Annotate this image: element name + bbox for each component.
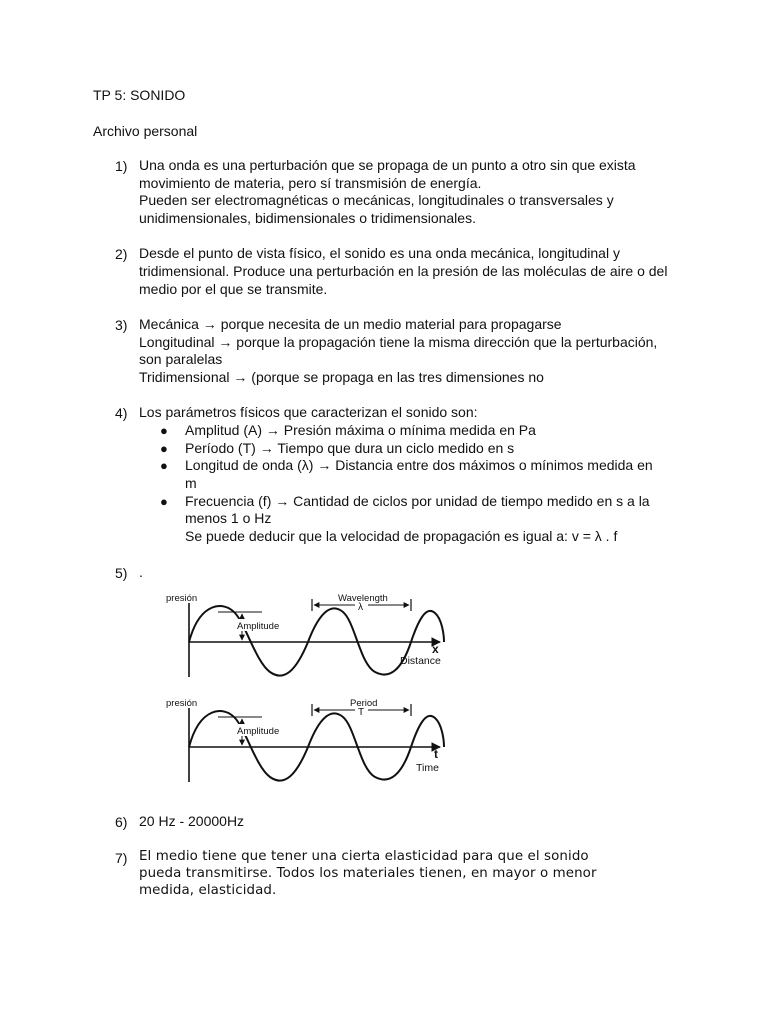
item-line: Pueden ser electromagnéticas o mecánicas, longitudinales o transversales y <box>139 192 614 208</box>
bullet-line: m <box>185 475 197 491</box>
document-title: TP 5: SONIDO <box>93 87 186 103</box>
item-line: Tridimensional → (porque se propaga en las tres dimensiones no <box>139 369 544 385</box>
y-axis-label: presión <box>166 698 198 709</box>
bullet-line: Frecuencia (f) → Cantidad de ciclos por unidad de tiempo medido en s a la <box>185 493 650 509</box>
item-number: 7) <box>115 850 128 866</box>
velocity-note: Se puede deducir que la velocidad de propagación es igual a: v = λ . f <box>185 528 618 544</box>
span-symbol: T <box>358 707 365 718</box>
item-number: 3) <box>115 317 128 333</box>
item-line: Mecánica → porque necesita de un medio material para propagarse <box>139 316 562 332</box>
item-line: medio por el que se transmite. <box>139 281 328 297</box>
span-label: Wavelength <box>338 593 388 604</box>
bullet-line: Amplitud (A) → Presión máxima o mínima medida en Pa <box>185 422 536 438</box>
item-line: unidimensionales, bidimensionales o tridimensionales. <box>139 210 476 226</box>
bullet-icon: ● <box>160 494 168 509</box>
amplitude-label: Amplitude <box>237 621 280 632</box>
item-line: pueda transmitirse. Todos los materiales tienen, en mayor o menor <box>139 866 597 881</box>
x-axis-label: Time <box>416 762 439 774</box>
bullet-line: menos 1 o Hz <box>185 510 272 526</box>
item-number: 5) <box>115 565 128 581</box>
x-axis-letter: x <box>432 642 439 656</box>
period-graph <box>166 698 444 782</box>
x-axis-letter: t <box>434 747 438 761</box>
bullet-icon: ● <box>160 423 168 438</box>
sine-wave <box>189 711 444 781</box>
item-number: 4) <box>115 405 128 421</box>
amplitude-label: Amplitude <box>237 726 280 737</box>
y-axis-label: presión <box>166 593 198 604</box>
bullet-icon: ● <box>160 458 168 473</box>
bullet-line: Período (T) → Tiempo que dura un ciclo medido en s <box>185 440 515 456</box>
item-line: movimiento de materia, pero sí transmisión de energía. <box>139 175 482 191</box>
item-number: 1) <box>115 158 128 174</box>
item-line: tridimensional. Produce una perturbación en la presión de las moléculas de aire o del <box>139 263 668 279</box>
item-line: Los parámetros físicos que caracterizan el sonido son: <box>139 404 478 420</box>
item-number: 2) <box>115 246 128 262</box>
item-number: 6) <box>115 814 128 830</box>
document-subtitle: Archivo personal <box>93 123 198 139</box>
x-axis-label: Distance <box>400 655 441 667</box>
wave-diagram <box>160 585 460 790</box>
bullet-icon: ● <box>160 441 168 456</box>
item-line: son paralelas <box>139 351 223 367</box>
item-line: El medio tiene que tener una cierta elasticidad para que el sonido <box>139 849 589 864</box>
item-line: Desde el punto de vista físico, el sonido es una onda mecánica, longitudinal y <box>139 245 620 261</box>
item-line: Una onda es una perturbación que se propaga de un punto a otro sin que exista <box>139 157 636 173</box>
wavelength-graph <box>166 593 444 677</box>
item-line: Longitudinal → porque la propagación tiene la misma dirección que la perturbación, <box>139 334 658 350</box>
item-line: . <box>139 564 143 580</box>
span-label: Period <box>350 698 378 709</box>
item-line: medida, elasticidad. <box>139 883 277 898</box>
item-line: 20 Hz - 20000Hz <box>139 813 245 829</box>
bullet-line: Longitud de onda (λ) → Distancia entre dos máximos o mínimos medida en <box>185 457 653 473</box>
span-symbol: λ <box>358 602 363 613</box>
